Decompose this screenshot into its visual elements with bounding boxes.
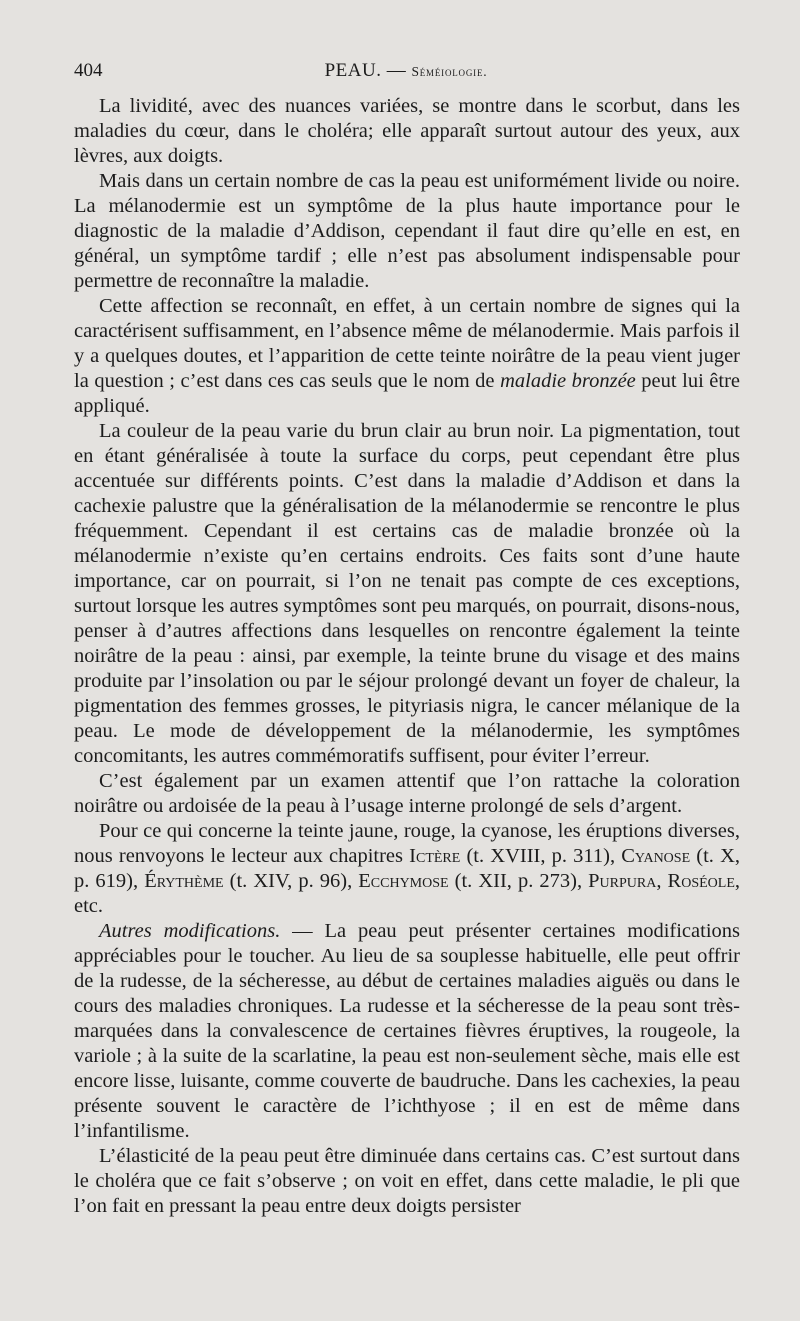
page-number: 404 [74, 60, 103, 81]
italic-term: maladie bronzée [500, 370, 636, 392]
paragraph-cross-references [74, 819, 740, 919]
paragraph-text: , etc. [74, 870, 741, 917]
running-head-section: Séméiologie. [411, 64, 488, 79]
chapter-reference: Roséole [667, 870, 735, 892]
paragraph-addison-signs [74, 294, 740, 419]
paragraph-text: Cette affection se reconnaît, en effet, à un certain nombre de signes qui la caractérisent suffisamment, en l’absence même de mélanodermie. Mais parfois il y a quelques doutes, et l’apparition de cette teinte noirâtre de la peau vient juger la question ; c’est dans ces cas seuls que le nom de [74, 295, 740, 392]
chapter-reference: Ictère [409, 845, 461, 867]
paragraph-text: , [656, 870, 668, 892]
paragraph-text: peut lui être appliqué. [74, 370, 741, 417]
running-head-separator: — [381, 60, 412, 81]
paragraph-silver-salts: C’est également par un examen attentif que l’on rattache la coloration noirâtre ou ardoisée de la peau à l’usage interne prolongé de sels d’argent. [74, 770, 740, 817]
paragraph-skin-color: La couleur de la peau varie du brun clair au brun noir. La pigmentation, tout en étant généralisée à toute la surface du corps, peut cependant être plus accentuée sur différents points. C’est dans la maladie d’Addison et dans la cachexie palustre que la généralisation de la mélanodermie se rencontre le plus fréquemment. Cependant il est certains cas de maladie bronzée où la mélanodermie n’existe qu’en certains endroits. Ces faits sont d’une haute importance, car on pourrait, si l’on ne tenait pas compte de ces exceptions, surtout lorsque les autres symptômes sont peu marqués, on pourrait, disons-nous, penser à d’autres affections dans lesquelles on rencontre également la teinte noirâtre de la peau : ainsi, par exemple, la teinte brune du visage et des mains produite par l’insolation ou par le séjour prolongé devant un foyer de chaleur, la pigmentation des femmes grosses, le pityriasis nigra, le cancer mélanique de la peau. Le mode de développement de la mélanodermie, les symptômes concomitants, les autres commémoratifs suffisent, pour éviter l’erreur. [74, 420, 740, 767]
paragraph-text: (t. XIV, p. 96), [223, 870, 359, 892]
paragraph-text: Pour ce qui concerne la teinte jaune, rouge, la cyanose, les éruptions diverses, nous renvoyons le lecteur aux chapitres [74, 820, 740, 867]
chapter-reference: Érythème [144, 870, 224, 892]
text-body [74, 94, 740, 1219]
paragraph-melanodermia: Mais dans un certain nombre de cas la peau est uniformément livide ou noire. La mélanodermie est un symptôme de la plus haute importance pour le diagnostic de la maladie d’Addison, cependant il faut dire qu’elle en est, en général, un symptôme tardif ; elle n’est pas absolument indispensable pour permettre de reconnaître la maladie. [74, 170, 740, 292]
heading-dash: — [280, 920, 325, 942]
paragraph-text: (t. X, p. 619), [74, 845, 741, 892]
paragraph-other-modifications [74, 919, 740, 1144]
chapter-reference: Purpura [588, 870, 657, 892]
running-head [74, 60, 738, 82]
page-header [74, 60, 738, 90]
chapter-reference: Cyanose [621, 845, 691, 867]
paragraph-lividity: La lividité, avec des nuances variées, se montre dans le scorbut, dans les maladies du cœur, dans le choléra; elle apparaît surtout autour des yeux, aux lèvres, aux doigts. [74, 95, 740, 167]
paragraph-text: (t. XII, p. 273), [448, 870, 589, 892]
paragraph-elasticity: L’élasticité de la peau peut être diminuée dans certains cas. C’est surtout dans le choléra que ce fait s’observe ; on voit en effet, dans cette maladie, le pli que l’on fait en pressant la peau entre deux doigts persister [74, 1145, 740, 1217]
chapter-reference: Ecchymose [358, 870, 449, 892]
paragraph-text: La peau peut présenter certaines modifications appréciables pour le toucher. Au lieu de sa souplesse habituelle, elle peut offrir de la rudesse, de la sécheresse, au début de certaines maladies aiguës ou dans le cours des maladies chroniques. La rudesse et la sécheresse de la peau sont très-marquées dans la convalescence de certaines fièvres éruptives, la rougeole, la variole ; à la suite de la scarlatine, la peau est non-seulement sèche, mais elle est encore lisse, luisante, comme couverte de baudruche. Dans les cachexies, la peau présente souvent le caractère de l’ichthyose ; il en est de même dans l’infantilisme. [74, 920, 741, 1142]
paragraph-text: (t. XVIII, p. 311), [460, 845, 622, 867]
running-head-title: PEAU. [324, 60, 382, 81]
section-heading: Autres modifications. [99, 920, 281, 942]
